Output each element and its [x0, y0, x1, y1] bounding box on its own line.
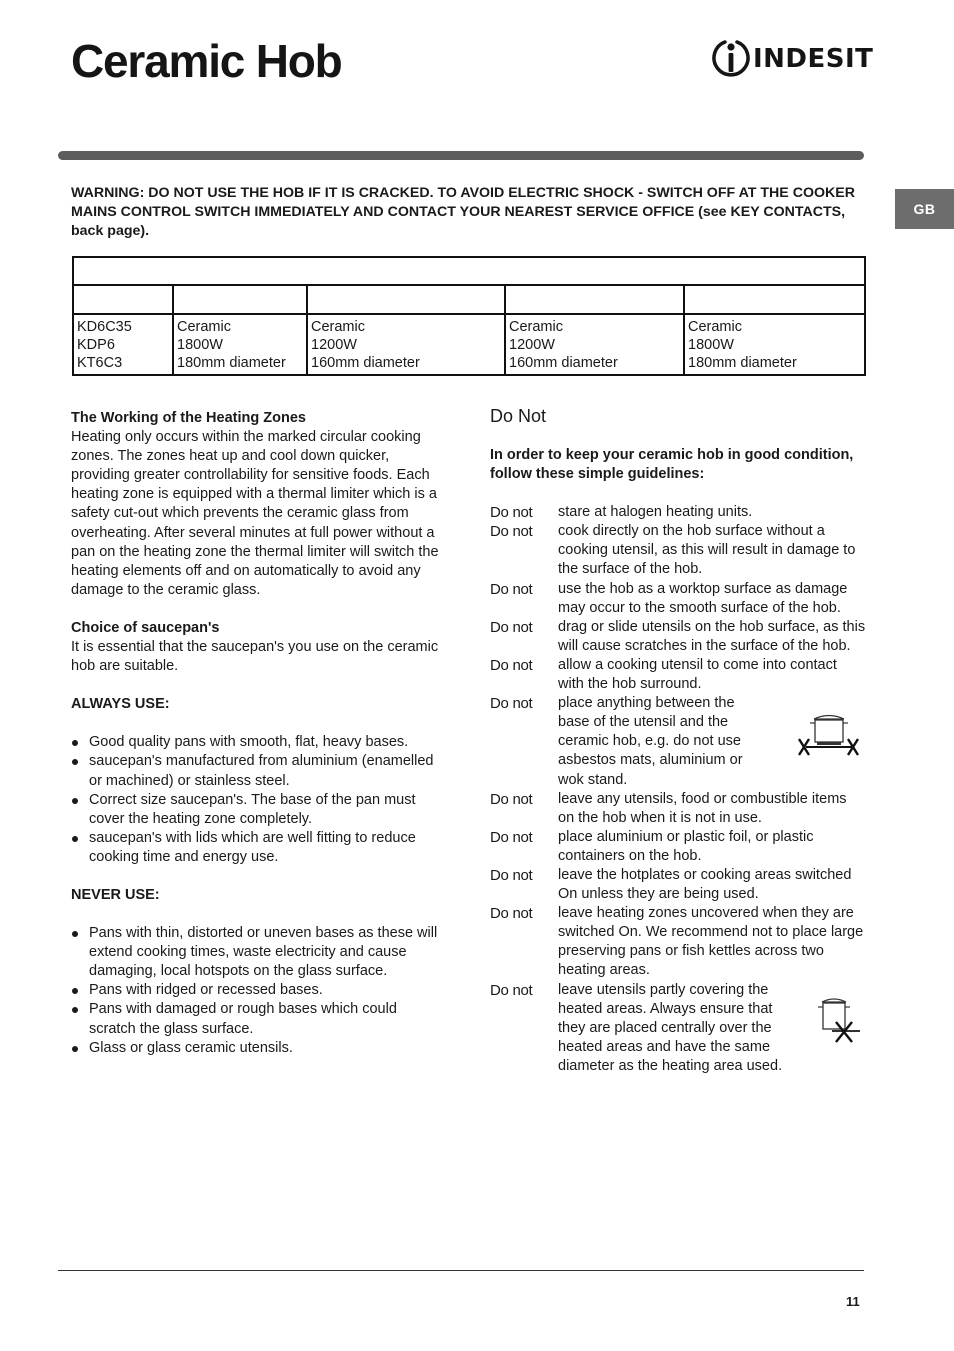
- model-name: KT6C3: [77, 355, 123, 371]
- zone-cell: [684, 314, 865, 375]
- model-name: KDP6: [77, 337, 115, 353]
- list-item: Glass or glass ceramic utensils.: [71, 1039, 446, 1058]
- rule-text: stare at halogen heating units.: [558, 504, 753, 521]
- do-not-rule: [490, 904, 866, 980]
- rule-text: place anything between the base of the utensil and the ceramic hob, e.g. do not use asbestos mats, aluminium or wok stand.: [558, 695, 743, 788]
- do-not-rule: [490, 828, 866, 866]
- footer-divider: [58, 1270, 864, 1271]
- do-not-rule: [490, 790, 866, 828]
- rule-text: leave utensils partly covering the heated areas. Always ensure that they are placed centrally over the heated areas and have the same diameter as the heating area used.: [558, 981, 783, 1074]
- model-name: KD6C35: [77, 319, 132, 335]
- do-not-label: Do not: [490, 790, 533, 808]
- zone-cell: [307, 314, 505, 375]
- rule-text: allow a cooking utensil to come into contact with the hob surround.: [558, 656, 837, 693]
- never-use-heading: NEVER USE:: [71, 886, 160, 903]
- right-column: [490, 404, 866, 1076]
- do-not-label: Do not: [490, 656, 533, 674]
- do-not-label: Do not: [490, 905, 533, 923]
- rule-text: place aluminium or plastic foil, or plastic containers on the hob.: [558, 828, 814, 864]
- working-heading: The Working of the Heating Zones: [71, 410, 306, 426]
- zone-size: 180mm diameter: [688, 355, 797, 371]
- off-centre-pan-illustration: [814, 996, 862, 1048]
- table-title-row: [73, 257, 865, 285]
- zone-size: 180mm diameter: [177, 355, 286, 371]
- zone-cell: [505, 314, 684, 375]
- do-not-rule: [490, 981, 866, 1076]
- header-divider: [58, 151, 864, 160]
- zone-cell: [173, 314, 307, 375]
- do-not-rule: [490, 866, 866, 904]
- model-cell: [73, 314, 173, 375]
- do-not-rule: [490, 656, 866, 694]
- do-not-rule: [490, 522, 866, 579]
- saucepan-text: It is essential that the saucepan's you use on the ceramic hob are suitable.: [71, 639, 439, 675]
- brand-mark-icon: [711, 38, 751, 80]
- working-text: Heating only occurs within the marked circular cooking zones. The zones heat up and cool down quicker, providing greater controllability for sensitive foods. Each heating zone is equipped with a thermal limiter which is a safety cut-out which prevents the ceramic glass from overheating. After several minutes at full power without a pan on the heating zone the thermal limiter will switch the heating elements off and on automatically to avoid any damage to the ceramic glass.: [71, 429, 439, 598]
- list-item: Correct size saucepan's. The base of the pan must cover the heating zone completely.: [71, 791, 446, 829]
- never-use-list: [71, 924, 446, 1058]
- zone-size: 160mm diameter: [509, 355, 618, 371]
- rule-text: leave the hotplates or cooking areas switched On unless they are being used.: [558, 866, 852, 903]
- zone-size: 160mm diameter: [311, 355, 420, 371]
- zone-power: 1800W: [688, 337, 734, 353]
- list-item: Good quality pans with smooth, flat, heavy bases.: [71, 733, 446, 752]
- left-column: [71, 409, 446, 1058]
- do-not-label: Do not: [490, 523, 533, 541]
- do-not-rule: [490, 618, 866, 656]
- do-not-heading: Do Not: [490, 406, 547, 426]
- do-not-rule: [490, 694, 866, 789]
- rule-text: use the hob as a worktop surface as damage may occur to the smooth surface of the hob.: [558, 580, 848, 616]
- pan-on-stand-illustration: [798, 713, 860, 759]
- rule-text: cook directly on the hob surface without a cooking utensil, as this will result in damage to the surface of the hob.: [558, 523, 856, 578]
- do-not-label: Do not: [490, 580, 533, 598]
- zone-type: Ceramic: [177, 319, 231, 335]
- do-not-label: Do not: [490, 504, 533, 522]
- table-row: [73, 314, 865, 375]
- rule-text: leave heating zones uncovered when they are switched On. We recommend not to place large preserving pans or fish kettles across two heating areas.: [558, 905, 864, 979]
- list-item: Pans with thin, distorted or uneven bases as these will extend cooking times, waste electricity and cause damaging, local hotspots on the glass surface.: [71, 924, 446, 981]
- language-tab[interactable]: GB: [895, 189, 954, 229]
- zone-type: Ceramic: [311, 319, 365, 335]
- zone-power: 1800W: [177, 337, 223, 353]
- list-item: saucepan's manufactured from aluminium (enamelled or machined) or stainless steel.: [71, 752, 446, 790]
- do-not-label: Do not: [490, 866, 533, 884]
- brand-name: INDESIT: [753, 44, 874, 74]
- rule-text: drag or slide utensils on the hob surface, as this will cause scratches in the surface of the hob.: [558, 618, 866, 654]
- do-not-intro: In order to keep your ceramic hob in good condition, follow these simple guidelines:: [490, 447, 854, 483]
- do-not-label: Do not: [490, 828, 533, 846]
- zone-type: Ceramic: [688, 319, 742, 335]
- zone-power: 1200W: [311, 337, 357, 353]
- page-number: 11: [846, 1294, 860, 1309]
- saucepan-heading: Choice of saucepan's: [71, 619, 220, 636]
- page-title: Ceramic Hob: [71, 35, 342, 87]
- do-not-label: Do not: [490, 618, 533, 636]
- list-item: saucepan's with lids which are well fitting to reduce cooking time and energy use.: [71, 829, 446, 867]
- do-not-rule: [490, 503, 866, 522]
- zone-power: 1200W: [509, 337, 555, 353]
- do-not-label: Do not: [490, 981, 533, 999]
- rule-text: leave any utensils, food or combustible items on the hob when it is not in use.: [558, 790, 847, 826]
- spec-table: [72, 256, 866, 376]
- table-header-row: [73, 285, 865, 314]
- list-item: Pans with ridged or recessed bases.: [71, 981, 446, 1000]
- always-use-list: [71, 733, 446, 867]
- do-not-rule: [490, 580, 866, 618]
- do-not-label: Do not: [490, 695, 533, 713]
- warning-text: WARNING: DO NOT USE THE HOB IF IT IS CRACKED. TO AVOID ELECTRIC SHOCK - SWITCH OFF AT THE COOKER MAINS CONTROL SWITCH IMMEDIATELY AND CONTACT YOUR NEAREST SERVICE OFFICE (see KEY CONTACTS, back page).: [71, 185, 855, 239]
- zone-type: Ceramic: [509, 319, 563, 335]
- indesit-logo: [711, 38, 874, 80]
- always-use-heading: ALWAYS USE:: [71, 696, 170, 713]
- list-item: Pans with damaged or rough bases which could scratch the glass surface.: [71, 1000, 446, 1038]
